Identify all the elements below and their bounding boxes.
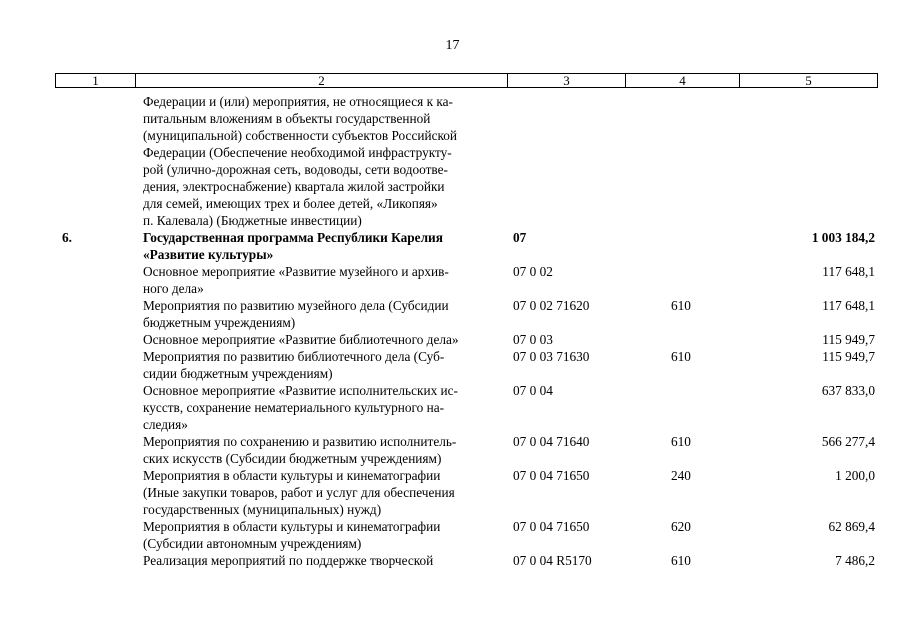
row-description: Мероприятия по развитию библиотечного дела (Суб- [143, 349, 445, 364]
row-description: «Развитие культуры» [143, 247, 274, 262]
header-col-1: 1 [56, 74, 136, 87]
table-row-line [0, 450, 905, 467]
row-description: государственных (муниципальных) нужд) [143, 502, 382, 517]
table-row-line [0, 195, 905, 212]
row-code: 07 0 04 71640 [513, 434, 590, 449]
table-row-line [0, 93, 905, 110]
row-description: Государственная программа Республики Карелия [143, 230, 443, 245]
row-description: Мероприятия в области культуры и кинематографии [143, 468, 441, 483]
row-description: дения, электроснабжение) квартала жилой застройки [143, 179, 445, 194]
row-code: 07 0 03 71630 [513, 349, 590, 364]
row-description: сидии бюджетным учреждениям) [143, 366, 333, 381]
row-code: 07 0 02 [513, 264, 553, 279]
table-row-line [0, 399, 905, 416]
table-row-line [0, 535, 905, 552]
row-type: 240 [671, 468, 691, 483]
header-col-2: 2 [136, 74, 508, 87]
row-description: (Субсидии автономным учреждениям) [143, 536, 362, 551]
table-row-line [0, 331, 905, 348]
row-description: Мероприятия по развитию музейного дела (Субсидии [143, 298, 449, 313]
table-row-line [0, 552, 905, 569]
table-row-line [0, 110, 905, 127]
row-amount: 62 869,4 [828, 519, 875, 534]
row-description: следия» [143, 417, 188, 432]
table-row-line [0, 212, 905, 229]
row-type: 610 [671, 349, 691, 364]
row-amount: 637 833,0 [821, 383, 875, 398]
table-row-line [0, 161, 905, 178]
row-description: бюджетным учреждениям) [143, 315, 296, 330]
row-amount: 1 200,0 [835, 468, 875, 483]
row-code: 07 0 04 71650 [513, 468, 590, 483]
row-number: 6. [62, 230, 72, 245]
row-description: Федерации и (или) мероприятия, не относящиеся к ка- [143, 94, 453, 109]
row-description: Основное мероприятие «Развитие библиотечного дела» [143, 332, 459, 347]
row-code: 07 0 04 71650 [513, 519, 590, 534]
row-description: кусств, сохранение нематериального культурного на- [143, 400, 445, 415]
table-row-line [0, 416, 905, 433]
row-amount: 566 277,4 [821, 434, 875, 449]
table-row-line [0, 365, 905, 382]
row-code: 07 0 03 [513, 332, 553, 347]
row-description: (Иные закупки товаров, работ и услуг для обеспечения [143, 485, 455, 500]
header-col-3: 3 [508, 74, 626, 87]
table-row-line [0, 246, 905, 263]
row-description: Федерации (Обеспечение необходимой инфраструкту- [143, 145, 452, 160]
table-header [55, 73, 878, 88]
table-row-line [0, 280, 905, 297]
row-type: 610 [671, 298, 691, 313]
row-description: Мероприятия по сохранению и развитию исполнитель- [143, 434, 457, 449]
row-amount: 117 648,1 [822, 264, 875, 279]
table-row-line [0, 501, 905, 518]
row-type: 610 [671, 434, 691, 449]
row-description: ного дела» [143, 281, 204, 296]
row-description: рой (улично-дорожная сеть, водоводы, сети водоотве- [143, 162, 448, 177]
table-row-line [0, 348, 905, 365]
table-row-line [0, 229, 905, 246]
row-amount: 115 949,7 [822, 332, 875, 347]
table-row-line [0, 467, 905, 484]
row-description: (муниципальной) собственности субъектов Российской [143, 128, 458, 143]
row-type: 610 [671, 553, 691, 568]
row-description: Основное мероприятие «Развитие исполнительских ис- [143, 383, 458, 398]
row-amount: 1 003 184,2 [811, 230, 875, 245]
table-row-line [0, 518, 905, 535]
row-amount: 117 648,1 [822, 298, 875, 313]
row-code: 07 0 04 [513, 383, 553, 398]
row-amount: 115 949,7 [822, 349, 875, 364]
table-row-line [0, 297, 905, 314]
table-row-line [0, 263, 905, 280]
row-code: 07 [513, 230, 527, 245]
row-description: Основное мероприятие «Развитие музейного и архив- [143, 264, 449, 279]
header-col-5: 5 [805, 73, 812, 88]
header-col-4: 4 [626, 74, 740, 87]
row-description: Мероприятия в области культуры и кинематографии [143, 519, 441, 534]
row-amount: 7 486,2 [835, 553, 875, 568]
page-number: 17 [445, 38, 460, 53]
row-type: 620 [671, 519, 691, 534]
table-row-line [0, 127, 905, 144]
table-row-line [0, 433, 905, 450]
table-row-line [0, 178, 905, 195]
table-row-line [0, 144, 905, 161]
row-description: Реализация мероприятий по поддержке творческой [143, 553, 434, 568]
row-description: питальным вложениям в объекты государственной [143, 111, 431, 126]
row-description: ских искусств (Субсидии бюджетным учреждениям) [143, 451, 442, 466]
row-description: для семей, имеющих трех и более детей, «Ликопяя» [143, 196, 438, 211]
table-row-line [0, 314, 905, 331]
row-description: п. Калевала) (Бюджетные инвестиции) [143, 213, 362, 228]
row-code: 07 0 02 71620 [513, 298, 590, 313]
row-code: 07 0 04 R5170 [513, 553, 592, 568]
table-row-line [0, 484, 905, 501]
table-row-line [0, 382, 905, 399]
